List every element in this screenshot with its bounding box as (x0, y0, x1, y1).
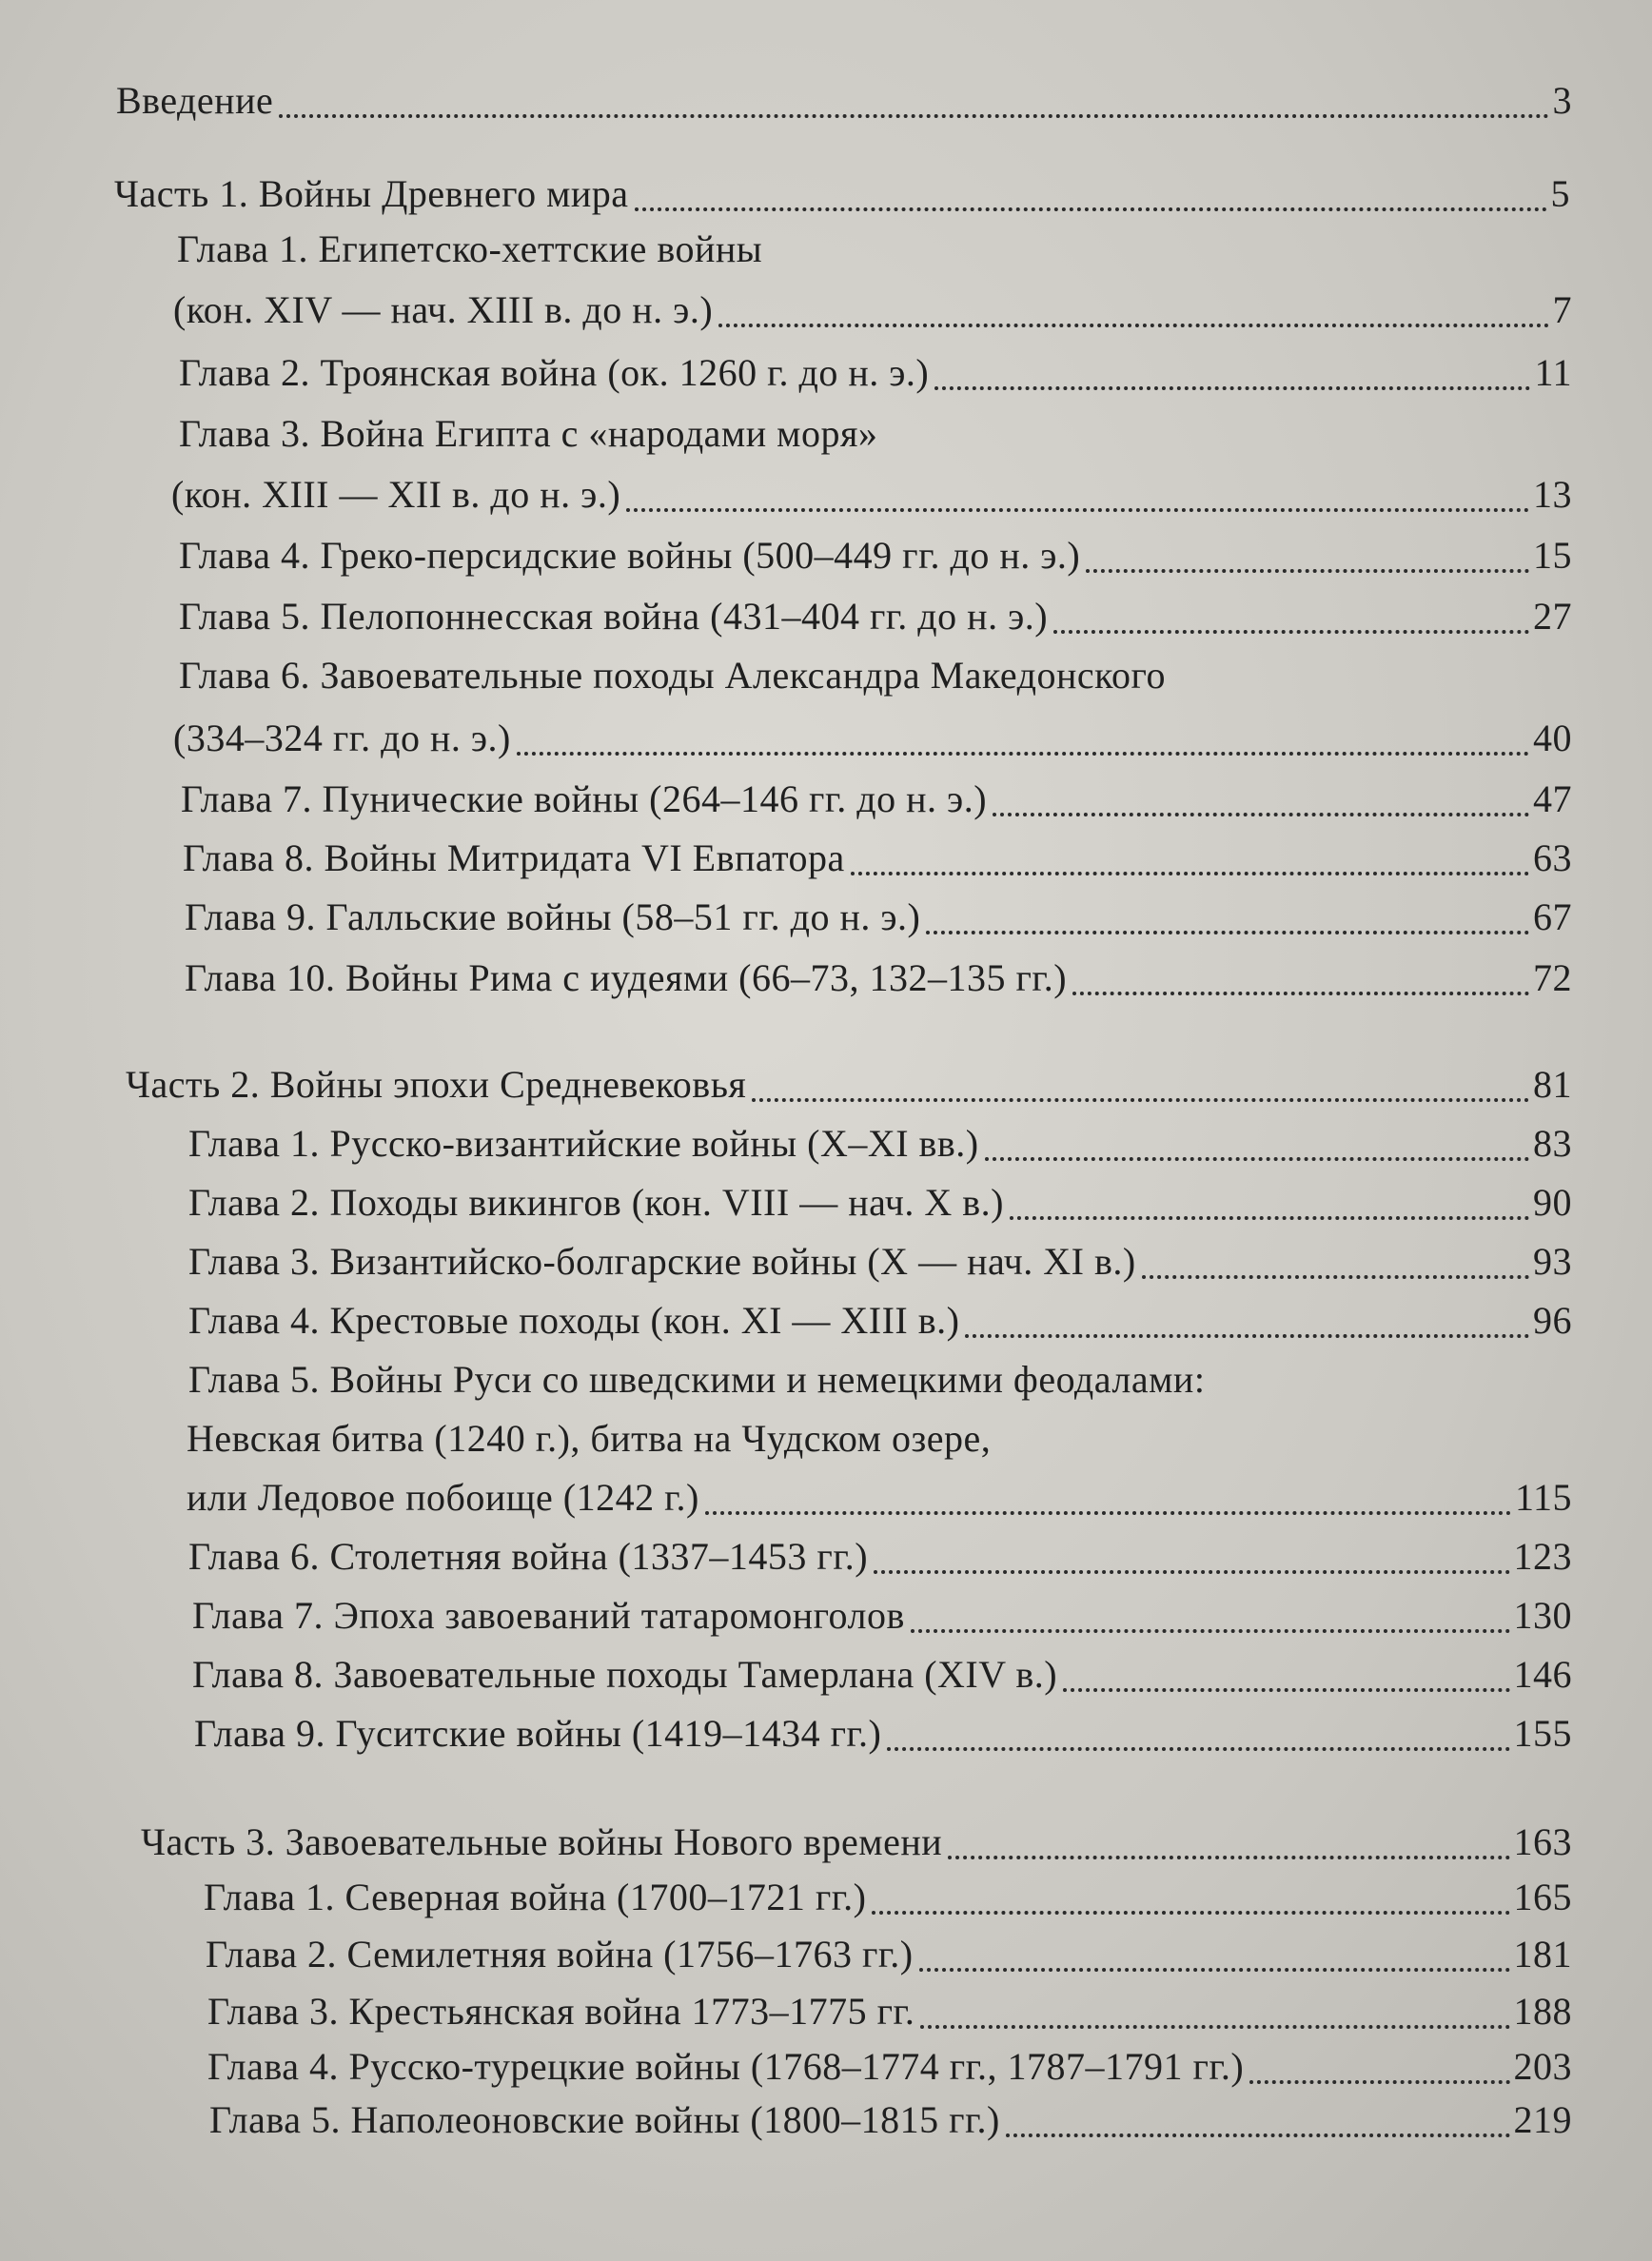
toc-chapter-1-5 (179, 590, 1572, 643)
chapter-title: (кон. XIV — нач. XIII в. до н. э.) (173, 288, 714, 331)
page-number: 13 (1533, 473, 1572, 516)
dot-leader (920, 2025, 1509, 2029)
dot-leader (705, 1511, 1511, 1515)
page-number: 3 (1552, 79, 1572, 122)
part-title: Часть 2. Войны эпохи Средневековья (126, 1063, 747, 1106)
toc-chapter-2-5 (187, 1471, 1572, 1524)
chapter-title: Глава 8. Завоевательные походы Тамерлана (XIV в.) (192, 1653, 1058, 1696)
dot-leader (718, 324, 1548, 327)
dot-leader (1053, 630, 1529, 634)
dot-leader (626, 508, 1529, 512)
toc-entry-intro (116, 74, 1572, 128)
dot-leader (911, 1629, 1510, 1633)
page-number: 181 (1513, 1933, 1572, 1976)
chapter-title: Глава 2. Походы викингов (кон. VIII — нач. X в.) (188, 1181, 1004, 1224)
toc-chapter-1-6-line1: Глава 6. Завоевательные походы Александра Македонского (179, 654, 1166, 697)
page-number: 115 (1514, 1476, 1572, 1519)
toc-chapter-3-5 (209, 2094, 1572, 2147)
chapter-title: Глава 3. Византийско-болгарские войны (X — нач. XI в.) (188, 1240, 1136, 1283)
page-number: 47 (1533, 777, 1572, 820)
part-title: Часть 3. Завоевательные войны Нового времени (141, 1820, 943, 1863)
page-number: 63 (1533, 836, 1572, 879)
toc-chapter-1-6 (173, 712, 1572, 765)
toc-chapter-1-7 (181, 773, 1572, 826)
page-number: 40 (1533, 717, 1572, 759)
dot-leader (752, 1098, 1529, 1102)
page-number: 72 (1533, 956, 1572, 999)
toc-chapter-2-7 (192, 1589, 1572, 1642)
toc-chapter-2-1 (188, 1117, 1572, 1170)
dot-leader (517, 752, 1529, 756)
chapter-title: Глава 5. Наполеоновские войны (1800–1815 гг.) (209, 2098, 1000, 2141)
chapter-title: (334–324 гг. до н. э.) (173, 717, 511, 759)
dot-leader (874, 1570, 1509, 1574)
page-number: 93 (1533, 1240, 1572, 1283)
toc-part-1 (114, 167, 1570, 221)
dot-leader (1063, 1688, 1509, 1692)
page-number: 11 (1534, 351, 1572, 394)
page-number: 155 (1513, 1712, 1572, 1755)
dot-leader (965, 1334, 1529, 1338)
dot-leader (1142, 1275, 1529, 1279)
toc-chapter-3-3 (207, 1985, 1572, 2038)
toc-part-2 (126, 1058, 1572, 1111)
chapter-title: Глава 4. Греко-персидские войны (500–449 гг. до н. э.) (179, 534, 1081, 577)
chapter-title: (кон. XIII — XII в. до н. э.) (171, 473, 621, 516)
dot-leader (1249, 2080, 1509, 2084)
chapter-title: Глава 9. Галльские войны (58–51 гг. до н. э.) (185, 895, 921, 938)
dot-leader (635, 207, 1547, 211)
dot-leader (1010, 1216, 1529, 1220)
toc-chapter-1-4 (179, 529, 1572, 582)
page-number: 188 (1513, 1990, 1572, 2033)
dot-leader (934, 386, 1530, 390)
dot-leader (887, 1747, 1509, 1751)
page-number: 27 (1533, 595, 1572, 638)
toc-chapter-1-10 (185, 952, 1572, 1005)
chapter-title: Глава 2. Семилетняя война (1756–1763 гг.) (206, 1933, 914, 1976)
toc-chapter-1-3-line1: Глава 3. Война Египта с «народами моря» (179, 412, 878, 455)
dot-leader (926, 931, 1529, 934)
page-number: 203 (1513, 2045, 1572, 2088)
dot-leader (985, 1157, 1529, 1161)
dot-leader (851, 872, 1529, 875)
part-title: Часть 1. Войны Древнего мира (114, 172, 629, 215)
toc-chapter-2-4 (188, 1294, 1572, 1347)
chapter-title: Глава 1. Северная война (1700–1721 гг.) (204, 1876, 867, 1918)
chapter-title: Глава 9. Гуситские войны (1419–1434 гг.) (194, 1712, 882, 1755)
toc-chapter-1-1-line1: Глава 1. Египетско-хеттские войны (177, 227, 763, 270)
chapter-title: Глава 2. Троянская война (ок. 1260 г. до н. э.) (179, 351, 930, 394)
page-number: 123 (1513, 1535, 1572, 1578)
chapter-title: Глава 7. Пунические войны (264–146 гг. до н. э.) (181, 777, 988, 820)
chapter-title: или Ледовое побоище (1242 г.) (187, 1476, 699, 1519)
dot-leader (993, 813, 1529, 816)
toc-chapter-1-9 (185, 891, 1572, 944)
dot-leader (872, 1911, 1509, 1915)
dot-leader (279, 114, 1548, 118)
page-number: 219 (1513, 2098, 1572, 2141)
page-number: 67 (1533, 895, 1572, 938)
chapter-title: Глава 10. Войны Рима с иудеями (66–73, 132–135 гг.) (185, 956, 1068, 999)
page-number: 83 (1533, 1122, 1572, 1165)
entry-title: Введение (116, 79, 274, 122)
toc-chapter-2-2 (188, 1176, 1572, 1229)
page-number: 15 (1533, 534, 1572, 577)
page-number: 5 (1550, 172, 1570, 215)
toc-chapter-1-3 (171, 468, 1572, 521)
chapter-title: Глава 7. Эпоха завоеваний татаромонголов (192, 1594, 905, 1637)
page-number: 96 (1533, 1299, 1572, 1342)
dot-leader (1072, 992, 1529, 995)
chapter-title: Глава 5. Пелопоннесская война (431–404 гг. до н. э.) (179, 595, 1049, 638)
page-number: 163 (1513, 1820, 1572, 1863)
toc-chapter-2-5-line1: Глава 5. Войны Руси со шведскими и немецкими феодалами: (188, 1358, 1206, 1401)
page-number: 146 (1513, 1653, 1572, 1696)
dot-leader (1006, 2133, 1510, 2137)
dot-leader (1086, 569, 1529, 573)
toc-chapter-1-1 (173, 284, 1572, 337)
page-number: 81 (1533, 1063, 1572, 1106)
toc-chapter-3-2 (206, 1928, 1572, 1981)
chapter-title: Глава 4. Русско-турецкие войны (1768–1774 гг., 1787–1791 гг.) (207, 2045, 1245, 2088)
toc-chapter-2-6 (188, 1530, 1572, 1583)
page-number: 130 (1513, 1594, 1572, 1637)
toc-chapter-1-8 (183, 832, 1572, 885)
dot-leader (919, 1968, 1510, 1972)
toc-chapter-3-1 (204, 1871, 1572, 1924)
toc-part-3 (141, 1816, 1572, 1869)
chapter-title: Глава 4. Крестовые походы (кон. XI — XIII в.) (188, 1299, 960, 1342)
chapter-title: Глава 8. Войны Митридата VI Евпатора (183, 836, 845, 879)
chapter-title: Глава 6. Столетняя война (1337–1453 гг.) (188, 1535, 869, 1578)
toc-chapter-3-4 (207, 2040, 1572, 2094)
dot-leader (948, 1856, 1509, 1859)
toc-chapter-2-5-line2: Невская битва (1240 г.), битва на Чудском озере, (187, 1417, 992, 1460)
toc-chapter-2-8 (192, 1648, 1572, 1701)
toc-chapter-2-9 (194, 1707, 1572, 1760)
page-number: 7 (1552, 288, 1572, 331)
chapter-title: Глава 1. Русско-византийские войны (X–XI вв.) (188, 1122, 979, 1165)
toc-chapter-1-2 (179, 346, 1572, 400)
toc-chapter-2-3 (188, 1235, 1572, 1288)
page-number: 90 (1533, 1181, 1572, 1224)
page-number: 165 (1513, 1876, 1572, 1918)
chapter-title: Глава 3. Крестьянская война 1773–1775 гг. (207, 1990, 915, 2033)
